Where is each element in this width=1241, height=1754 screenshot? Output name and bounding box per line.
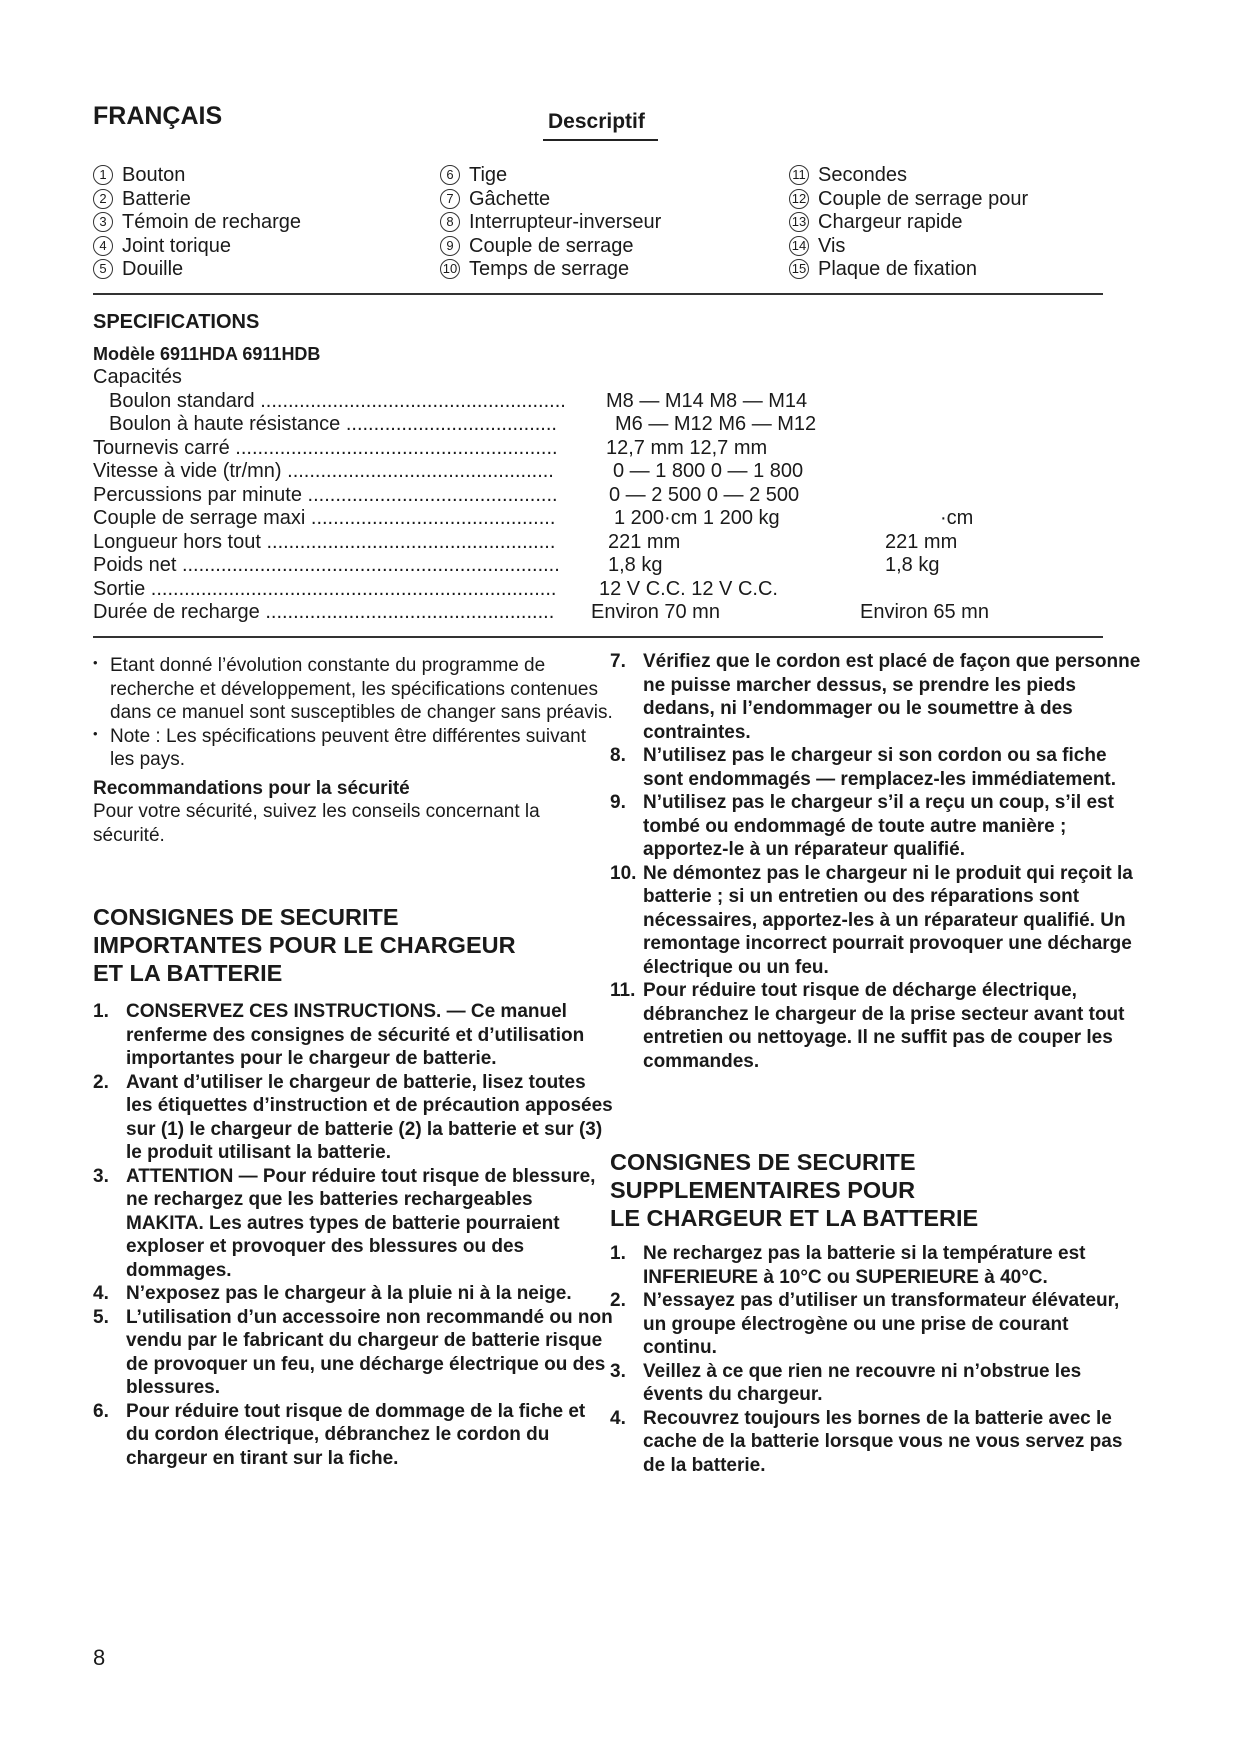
- part-item: [789, 258, 1028, 282]
- part-number: 3: [93, 212, 113, 232]
- item-text: Ne rechargez pas la batterie si la température est INFERIEURE à 10°C ou SUPERIEURE à 40°C.: [643, 1243, 1086, 1288]
- safety-item: [93, 1400, 613, 1471]
- model-heading: Modèle 6911HDA 6911HDB: [93, 344, 321, 364]
- spec-label: Vitesse à vide (tr/mn) ................................................: [93, 460, 554, 482]
- parts-column-3: [789, 164, 1028, 282]
- specifications-heading: SPECIFICATIONS: [93, 311, 260, 333]
- part-number: 4: [93, 236, 113, 256]
- spec-row: [93, 601, 1103, 625]
- part-item: [440, 188, 661, 212]
- spec-label: Longueur hors tout ....................................................: [93, 530, 556, 553]
- specifications-table: [93, 366, 1103, 625]
- part-number: 9: [440, 236, 460, 256]
- safety-item: [610, 1242, 1145, 1289]
- part-label: Batterie: [122, 187, 191, 210]
- safety-recommendations-text: Pour votre sécurité, suivez les conseils concernant la sécurité.: [93, 801, 540, 846]
- spec-label: Boulon à haute résistance ......................................: [109, 413, 557, 435]
- spec-label: Capacités: [93, 366, 182, 388]
- part-number: 8: [440, 212, 460, 232]
- item-text: ATTENTION — Pour réduire tout risque de blessure, ne rechargez que les batteries rechargeables MAKITA. Les autres types de batterie pourraient exploser et provoquer des blessures ou des dommages.: [126, 1165, 596, 1281]
- part-number: 1: [93, 165, 113, 185]
- safety-item: [93, 1282, 613, 1306]
- item-text: N’utilisez pas le chargeur si son cordon ou sa fiche sont endommagés — remplacez-les immédiatement.: [643, 745, 1117, 790]
- spec-row: [93, 578, 1103, 602]
- heading-line: CONSIGNES DE SECURITE: [610, 1149, 916, 1175]
- spec-row: [93, 366, 1103, 390]
- spec-value: 221 mm: [608, 530, 681, 553]
- heading-line: SUPPLEMENTAIRES POUR: [610, 1177, 916, 1203]
- item-number: 2.: [93, 1071, 109, 1093]
- spec-value-2: Environ 65 mn: [860, 601, 989, 623]
- heading-line: IMPORTANTES POUR LE CHARGEUR: [93, 932, 516, 958]
- safety-item: [610, 1407, 1145, 1478]
- part-number: 13: [789, 212, 809, 232]
- spec-value-2: 1,8 kg: [885, 554, 940, 576]
- note-item: • Etant donné l’évolution constante du programme de recherche et développement, les spécifications contenues dans ce manuel sont susceptibles de changer sans préavis.: [93, 654, 613, 725]
- part-number: 10: [440, 259, 460, 279]
- part-label: Vis: [818, 234, 846, 257]
- part-number: 5: [93, 259, 113, 279]
- item-number: 1.: [610, 1243, 626, 1264]
- part-number: 2: [93, 189, 113, 209]
- part-item: [789, 211, 1028, 235]
- item-text: N’essayez pas d’utiliser un transformateur élévateur, un groupe électrogène ou une prise de courant continu.: [643, 1290, 1120, 1358]
- part-label: Couple de serrage: [469, 234, 634, 257]
- charger-safety-list-continued: [610, 650, 1145, 1073]
- spec-row: [93, 390, 1103, 414]
- spec-value-2: 221 mm: [885, 530, 958, 553]
- part-label: Joint torique: [122, 234, 231, 257]
- supplementary-safety-list: [610, 1242, 1145, 1477]
- spec-label: Sortie .........................................................................: [93, 577, 557, 600]
- spec-row: [93, 531, 1103, 555]
- item-text: Pour réduire tout risque de décharge électrique, débranchez le chargeur de la prise secteur avant tout entretien ou nettoyage. Il ne suffit pas de couper les commandes.: [643, 980, 1125, 1072]
- part-label: Gâchette: [469, 187, 551, 210]
- part-number: 12: [789, 189, 809, 209]
- part-number: 15: [789, 259, 809, 279]
- spec-row: [93, 507, 1103, 531]
- part-number: 6: [440, 165, 460, 185]
- part-label: Tige: [469, 164, 508, 186]
- safety-item: [610, 1360, 1145, 1407]
- part-label: Temps de serrage: [469, 258, 630, 280]
- heading-line: LE CHARGEUR ET LA BATTERIE: [610, 1205, 979, 1231]
- spec-value: M8 — M14 M8 — M14: [606, 389, 808, 412]
- part-item: [440, 211, 661, 235]
- item-text: Pour réduire tout risque de dommage de la fiche et du cordon électrique, débranchez le cordon du chargeur en tirant sur la fiche.: [126, 1400, 586, 1469]
- item-text: Veillez à ce que rien ne recouvre ni n’obstrue les évents du chargeur.: [643, 1360, 1082, 1405]
- item-number: 8.: [610, 745, 626, 766]
- safety-item: [610, 979, 1145, 1073]
- spec-label: Poids net ....................................................................: [93, 554, 560, 576]
- part-number: 14: [789, 236, 809, 256]
- spec-row: [93, 554, 1103, 578]
- item-number: 11.: [610, 980, 636, 1001]
- spec-value: 0 — 1 800 0 — 1 800: [613, 460, 804, 482]
- safety-item: [93, 1071, 613, 1165]
- safety-item: [610, 791, 1145, 862]
- item-number: 2.: [610, 1290, 626, 1311]
- heading-line: ET LA BATTERIE: [93, 960, 283, 986]
- part-item: [93, 258, 301, 282]
- divider-rule: [93, 293, 1103, 295]
- part-item: [93, 164, 301, 188]
- part-label: Couple de serrage pour: [818, 187, 1029, 210]
- item-number: 5.: [93, 1306, 109, 1328]
- item-number: 7.: [610, 651, 626, 672]
- charger-safety-list: [93, 1000, 613, 1470]
- spec-label: Tournevis carré ..........................................................: [93, 436, 558, 459]
- item-text: Ne démontez pas le chargeur ni le produit qui reçoit la batterie ; si un entretien ou des réparations sont nécessaires, apportez-les à un réparateur qualifié. Un remontage incorrect pourrait provoquer une décharge électrique ou un feu.: [643, 862, 1133, 978]
- spec-row: [93, 460, 1103, 484]
- spec-value: 12 V C.C. 12 V C.C.: [599, 577, 778, 600]
- spec-label: Couple de serrage maxi ............................................: [93, 507, 556, 529]
- item-text: Avant d’utiliser le chargeur de batterie, lisez toutes les étiquettes d’instruction et de précaution apposées sur (1) le chargeur de batterie (2) la batterie et sur (3) le produit utilisant la batterie.: [126, 1071, 613, 1163]
- spec-row: [93, 413, 1103, 437]
- part-item: [440, 235, 661, 259]
- charger-safety-heading: [93, 903, 613, 987]
- item-number: 4.: [93, 1283, 109, 1304]
- item-number: 4.: [610, 1407, 626, 1429]
- notes-block: [93, 654, 613, 847]
- spec-value: 0 — 2 500 0 — 2 500: [609, 483, 800, 506]
- spec-value: Environ 70 mn: [591, 601, 720, 623]
- item-text: N’utilisez pas le chargeur s’il a reçu un coup, s’il est tombé ou endommagé de toute autre manière ; apportez-le à un réparateur qualifié.: [643, 792, 1114, 860]
- page-number: 8: [93, 1645, 106, 1670]
- spec-value: M6 — M12 M6 — M12: [615, 413, 817, 435]
- item-text: N’exposez pas le chargeur à la pluie ni à la neige.: [126, 1283, 572, 1304]
- safety-item: [610, 862, 1145, 980]
- part-label: Chargeur rapide: [818, 211, 963, 233]
- spec-value: 1 200·cm 1 200 kg: [614, 507, 780, 529]
- item-text: Recouvrez toujours les bornes de la batterie avec le cache de la batterie lorsque vous ne vous servez pas de la batterie.: [643, 1407, 1123, 1476]
- language-heading: FRANÇAIS: [93, 102, 223, 130]
- item-number: 1.: [93, 1001, 109, 1022]
- part-number: 7: [440, 189, 460, 209]
- safety-item: [93, 1306, 613, 1400]
- divider-rule: [93, 636, 1103, 638]
- item-text: CONSERVEZ CES INSTRUCTIONS. — Ce manuel renferme des consignes de sécurité et d’utilisation importantes pour le chargeur de batterie.: [126, 1001, 585, 1069]
- supplementary-safety-heading: [610, 1148, 1145, 1232]
- safety-item: [610, 744, 1145, 791]
- item-number: 10.: [610, 862, 637, 884]
- spec-label: Percussions par minute .............................................: [93, 483, 558, 506]
- item-text: L’utilisation d’un accessoire non recommandé ou non vendu par le fabricant du chargeur de batterie risque de provoquer un feu, une décharge électrique ou des blessures.: [126, 1306, 613, 1398]
- spec-value: 1,8 kg: [608, 554, 663, 576]
- spec-row: [93, 437, 1103, 461]
- part-item: [93, 211, 301, 235]
- item-number: 6.: [93, 1400, 109, 1422]
- spec-label: Boulon standard .......................................................: [109, 389, 566, 412]
- spec-label: Durée de recharge ....................................................: [93, 601, 555, 623]
- part-item: [789, 188, 1028, 212]
- parts-column-2: [440, 164, 661, 282]
- spec-row: [93, 484, 1103, 508]
- part-number: 11: [789, 165, 809, 185]
- heading-line: CONSIGNES DE SECURITE: [93, 904, 399, 930]
- spec-value: 12,7 mm 12,7 mm: [606, 436, 768, 459]
- spec-value-2: ·cm: [940, 507, 974, 529]
- part-label: Douille: [122, 258, 184, 280]
- safety-item: [610, 650, 1145, 744]
- part-label: Plaque de fixation: [818, 258, 978, 280]
- item-number: 3.: [93, 1165, 109, 1187]
- item-number: 9.: [610, 792, 626, 813]
- safety-item: [93, 1000, 613, 1071]
- note-item: • Note : Les spécifications peuvent être différentes suivant les pays.: [93, 725, 613, 772]
- part-label: Secondes: [818, 164, 907, 186]
- part-label: Interrupteur-inverseur: [469, 211, 662, 233]
- part-item: [789, 235, 1028, 259]
- part-item: [440, 258, 661, 282]
- descriptif-title: Descriptif: [548, 110, 645, 133]
- part-item: [789, 164, 1028, 188]
- part-item: [440, 164, 661, 188]
- part-item: [93, 188, 301, 212]
- part-label: Bouton: [122, 164, 186, 186]
- safety-recommendations-heading: Recommandations pour la sécurité: [93, 777, 410, 799]
- safety-item: [610, 1289, 1145, 1360]
- item-text: Vérifiez que le cordon est placé de façon que personne ne puisse marcher dessus, se prendre les pieds dedans, ni l’endommager ou le soumettre à des contraintes.: [643, 651, 1141, 743]
- part-label: Témoin de recharge: [122, 211, 301, 233]
- safety-item: [93, 1165, 613, 1283]
- parts-column-1: [93, 164, 301, 282]
- descriptif-underline: [543, 139, 658, 141]
- item-number: 3.: [610, 1360, 626, 1382]
- part-item: [93, 235, 301, 259]
